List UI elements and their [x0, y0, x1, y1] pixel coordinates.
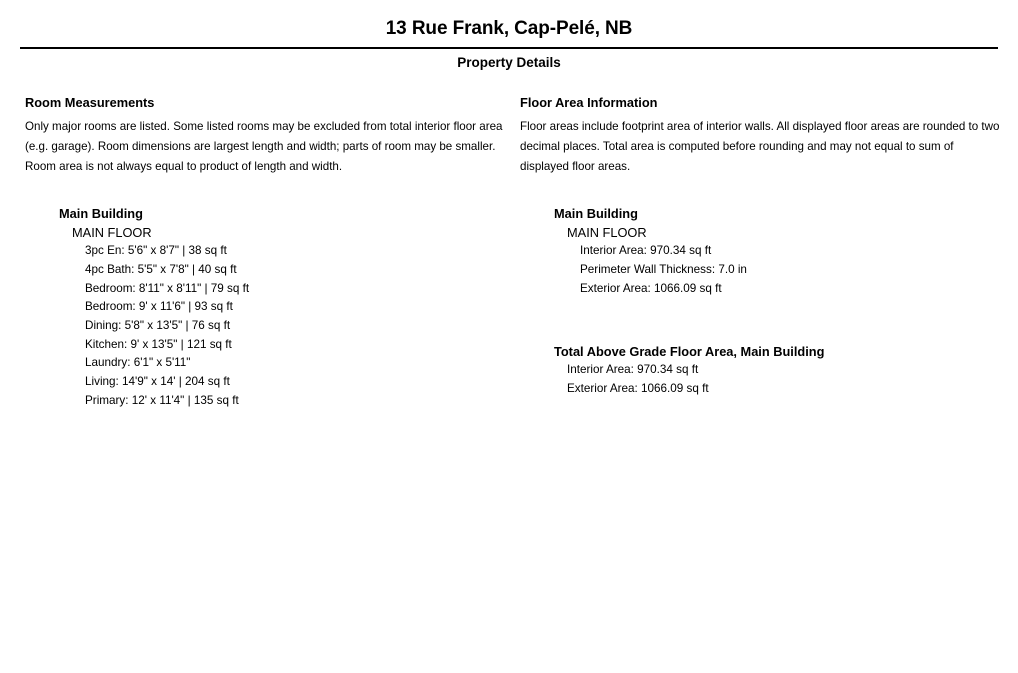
list-item: Primary: 12' x 11'4" | 135 sq ft	[85, 393, 239, 407]
floor-area-column	[520, 95, 1018, 411]
list-item: Bedroom: 9' x 11'6" | 93 sq ft	[85, 300, 233, 314]
list-item: Laundry: 6'1" x 5'11"	[85, 356, 191, 370]
area-floor-name: MAIN FLOOR	[567, 225, 647, 241]
total-area-block	[520, 342, 1018, 398]
list-item: Exterior Area: 1066.09 sq ft	[567, 381, 709, 395]
floor-area-list	[520, 242, 1018, 298]
floor-area-note: Floor areas include footprint area of interior walls. All displayed floor areas are rounded to two decimal places. Total area is computed before rounding and may not equal to sum of displayed floor areas.	[520, 120, 1000, 174]
room-measurements-heading: Room Measurements	[25, 94, 155, 110]
area-building-block	[520, 204, 1018, 298]
total-area-heading: Total Above Grade Floor Area, Main Building	[554, 344, 825, 360]
total-area-list	[520, 361, 1018, 398]
room-measurements-column	[25, 95, 520, 411]
header-divider	[20, 47, 998, 49]
room-floor-name: MAIN FLOOR	[72, 225, 152, 241]
room-building-name: Main Building	[59, 206, 143, 222]
room-building-block	[25, 204, 520, 410]
room-list	[25, 242, 520, 410]
list-item: Dining: 5'8" x 13'5" | 76 sq ft	[85, 318, 231, 332]
area-building-name: Main Building	[554, 206, 638, 222]
room-measurements-note: Only major rooms are listed. Some listed rooms may be excluded from total interior floor area (e.g. garage). Room dimensions are largest length and width; parts of room may be smaller. Room area is not always equal to product of length and width.	[25, 120, 503, 174]
list-item: Perimeter Wall Thickness: 7.0 in	[580, 262, 747, 276]
page-header	[0, 0, 1018, 71]
page-subtitle: Property Details	[457, 54, 561, 70]
content-columns	[0, 95, 1018, 411]
floor-area-heading: Floor Area Information	[520, 94, 658, 110]
list-item: Interior Area: 970.34 sq ft	[567, 363, 699, 377]
list-item: Living: 14'9" x 14' | 204 sq ft	[85, 375, 230, 389]
list-item: Interior Area: 970.34 sq ft	[580, 244, 712, 258]
list-item: Exterior Area: 1066.09 sq ft	[580, 281, 722, 295]
list-item: 3pc En: 5'6" x 8'7" | 38 sq ft	[85, 244, 227, 258]
list-item: 4pc Bath: 5'5" x 7'8" | 40 sq ft	[85, 262, 237, 276]
page-title: 13 Rue Frank, Cap-Pelé, NB	[385, 18, 633, 39]
list-item: Bedroom: 8'11" x 8'11" | 79 sq ft	[85, 281, 250, 295]
list-item: Kitchen: 9' x 13'5" | 121 sq ft	[85, 337, 232, 351]
